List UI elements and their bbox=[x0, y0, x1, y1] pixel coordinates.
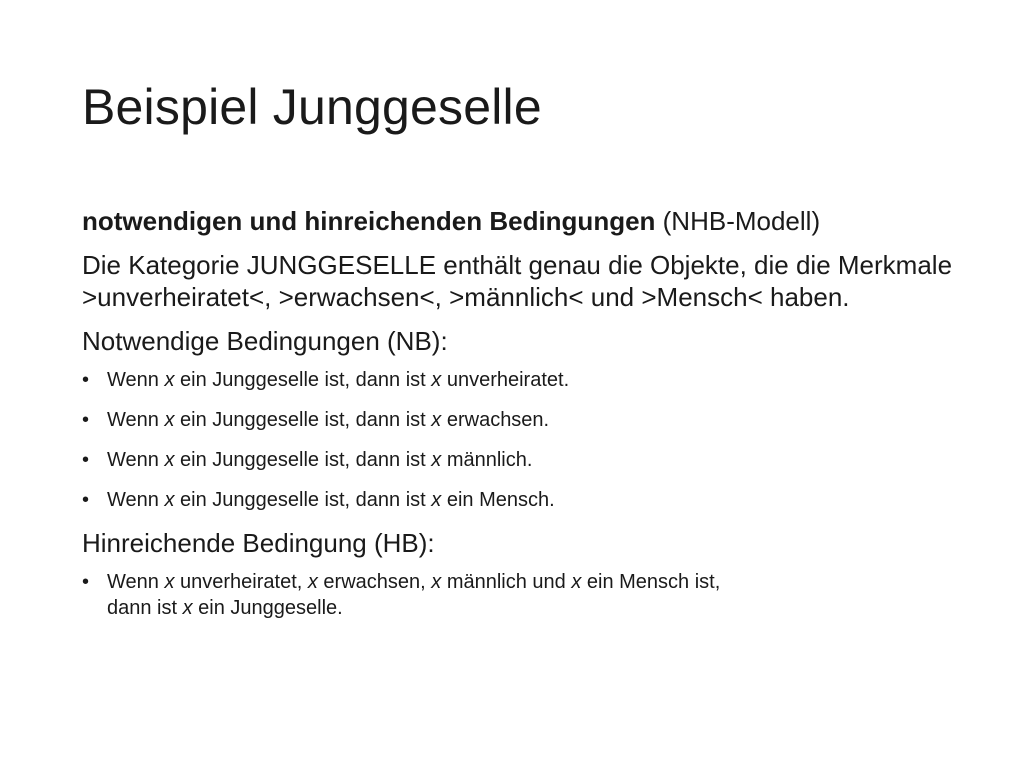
variable-x: x bbox=[431, 571, 442, 593]
bullet-dot: • bbox=[82, 449, 90, 471]
bullet-text: erwachsen. bbox=[441, 409, 550, 431]
bullet-text: männlich und bbox=[441, 571, 572, 593]
bullet-text: ein Mensch. bbox=[441, 489, 555, 511]
bullet-text: unverheiratet, bbox=[174, 571, 308, 593]
intro-rest-text: (NHB-Modell) bbox=[655, 206, 821, 236]
bullet-text: ein Junggeselle ist, dann ist bbox=[174, 409, 432, 431]
list-item bbox=[82, 487, 962, 513]
bullet-text: unverheiratet. bbox=[441, 369, 570, 391]
variable-x: x bbox=[164, 409, 175, 431]
hb-heading: Hinreichende Bedingung (HB): bbox=[82, 528, 435, 558]
bullet-dot: • bbox=[82, 571, 90, 593]
variable-x: x bbox=[182, 597, 193, 619]
variable-x: x bbox=[571, 571, 582, 593]
variable-x: x bbox=[164, 449, 175, 471]
bullet-dot: • bbox=[82, 369, 90, 391]
bullet-text: ein Junggeselle ist, dann ist bbox=[174, 489, 432, 511]
bullet-text: Wenn bbox=[107, 571, 165, 593]
bullet-text: Wenn bbox=[107, 409, 165, 431]
bullet-text: Wenn bbox=[107, 449, 165, 471]
slide-title: Beispiel Junggeselle bbox=[82, 79, 542, 135]
intro-line bbox=[82, 205, 962, 237]
hb-list bbox=[82, 569, 962, 621]
variable-x: x bbox=[431, 369, 442, 391]
bullet-dot: • bbox=[82, 489, 90, 511]
list-item bbox=[82, 569, 962, 621]
category-paragraph: Die Kategorie JUNGGESELLE enthält genau die Objekte, die die Merkmale >unverheiratet<, >erwachsen<, >männlich< und >Mensch< haben. bbox=[82, 250, 953, 312]
list-item bbox=[82, 367, 962, 393]
slide-body bbox=[82, 205, 962, 635]
variable-x: x bbox=[164, 571, 175, 593]
nb-list bbox=[82, 367, 962, 513]
list-item bbox=[82, 407, 962, 433]
variable-x: x bbox=[164, 369, 175, 391]
bullet-text: erwachsen, bbox=[317, 571, 432, 593]
variable-x: x bbox=[307, 571, 318, 593]
variable-x: x bbox=[164, 489, 175, 511]
bullet-text: männlich. bbox=[441, 449, 533, 471]
bullet-text: ein Junggeselle. bbox=[192, 597, 343, 619]
bullet-text: Wenn bbox=[107, 489, 165, 511]
list-item bbox=[82, 447, 962, 473]
bullet-text: ein Mensch ist, bbox=[581, 571, 721, 593]
bullet-text: ein Junggeselle ist, dann ist bbox=[174, 449, 432, 471]
bullet-text: Wenn bbox=[107, 369, 165, 391]
nb-heading: Notwendige Bedingungen (NB): bbox=[82, 326, 448, 356]
intro-bold-text: notwendigen und hinreichenden Bedingungen bbox=[82, 206, 656, 236]
variable-x: x bbox=[431, 489, 442, 511]
variable-x: x bbox=[431, 449, 442, 471]
bullet-text: ein Junggeselle ist, dann ist bbox=[174, 369, 432, 391]
bullet-text: dann ist bbox=[107, 597, 183, 619]
bullet-dot: • bbox=[82, 409, 90, 431]
variable-x: x bbox=[431, 409, 442, 431]
